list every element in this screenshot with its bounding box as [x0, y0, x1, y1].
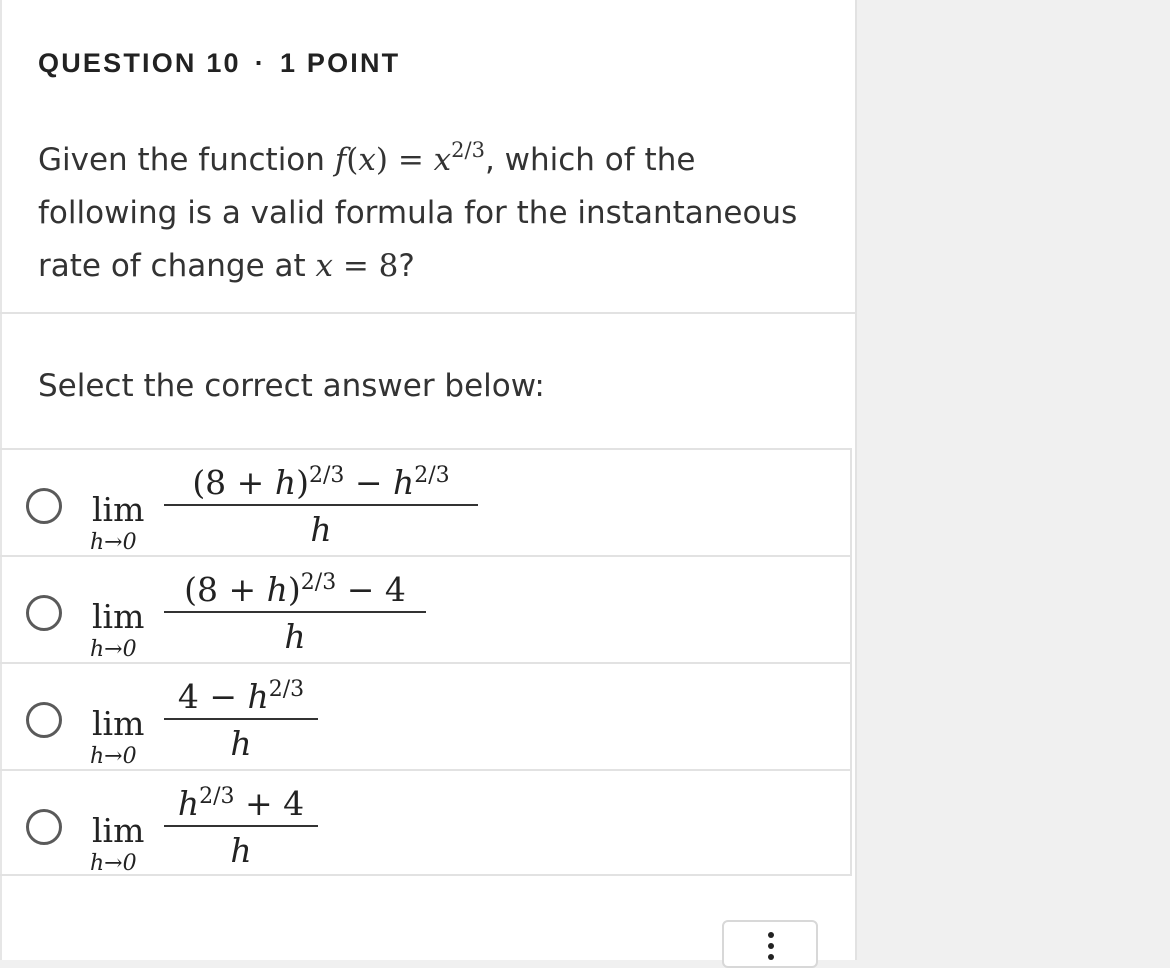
numerator	[164, 454, 478, 502]
num-exponent: 2/3	[199, 784, 235, 809]
math-base: x	[433, 142, 452, 178]
answer-option-3[interactable]	[0, 662, 852, 769]
math-f: f	[334, 142, 347, 178]
limit-subscript: h→0	[90, 637, 137, 662]
num-exponent: 2/3	[268, 677, 305, 702]
num-part: 4 −	[177, 677, 248, 716]
answer-option-1[interactable]	[0, 448, 852, 555]
more-options-button[interactable]	[722, 920, 818, 968]
num-var: h	[266, 570, 288, 609]
limit-subscript: h→0	[90, 851, 137, 876]
num-part: )	[296, 463, 309, 502]
header-separator: ·	[254, 48, 266, 78]
num-part: (8 +	[192, 463, 275, 502]
radio-button[interactable]	[26, 702, 62, 738]
question-number: QUESTION 10	[38, 48, 241, 78]
section-divider	[0, 312, 855, 314]
denominator: h	[284, 617, 306, 656]
limit-operator: lim	[92, 811, 145, 850]
limit-operator: lim	[92, 490, 145, 529]
fraction	[164, 668, 318, 764]
num-var: h	[274, 463, 297, 502]
denominator: h	[310, 510, 332, 549]
answer-prompt: Select the correct answer below:	[38, 368, 545, 404]
answer-option-4[interactable]	[0, 769, 852, 876]
num-part: (8 +	[184, 570, 267, 609]
math-paren-close: )	[375, 142, 388, 178]
math-x-value-var: x	[315, 248, 333, 284]
math-exponent: 2/3	[451, 138, 485, 162]
num-exponent: 2/3	[414, 463, 450, 488]
question-text-intro: Given the function	[38, 142, 335, 178]
limit-operator: lim	[92, 597, 145, 636]
num-part: )	[287, 570, 301, 609]
numerator	[164, 668, 318, 716]
limit-subscript: h→0	[90, 530, 137, 555]
radio-button[interactable]	[26, 595, 62, 631]
num-part: − 4	[336, 570, 406, 609]
fraction	[164, 454, 478, 550]
radio-button[interactable]	[26, 809, 62, 845]
limit-operator: lim	[92, 704, 145, 743]
denominator: h	[230, 831, 252, 870]
answer-options	[0, 448, 852, 876]
num-part: + 4	[234, 784, 305, 823]
num-exponent: 2/3	[308, 463, 345, 488]
question-text-middle: , which of the following is a valid formula for the instantaneous rate of change at	[38, 142, 798, 284]
numerator	[164, 775, 318, 823]
denominator: h	[230, 724, 252, 763]
more-vertical-icon	[768, 932, 774, 965]
num-exponent: 2/3	[300, 570, 337, 595]
num-var: h	[177, 784, 200, 823]
num-var: h	[247, 677, 269, 716]
question-mark: ?	[398, 248, 415, 284]
fraction	[164, 561, 426, 657]
math-paren-open: (	[346, 142, 359, 178]
question-text	[38, 124, 828, 293]
answer-option-2[interactable]	[0, 555, 852, 662]
fraction	[164, 775, 318, 871]
radio-button[interactable]	[26, 488, 62, 524]
math-x-value: = 8	[333, 248, 399, 284]
question-points: 1 POINT	[279, 48, 401, 78]
num-var: h	[393, 463, 415, 502]
limit-subscript: h→0	[90, 744, 137, 769]
numerator	[164, 561, 426, 609]
math-x: x	[358, 142, 376, 178]
math-equals: =	[387, 142, 434, 178]
question-header	[38, 48, 400, 79]
num-part: −	[344, 463, 393, 502]
